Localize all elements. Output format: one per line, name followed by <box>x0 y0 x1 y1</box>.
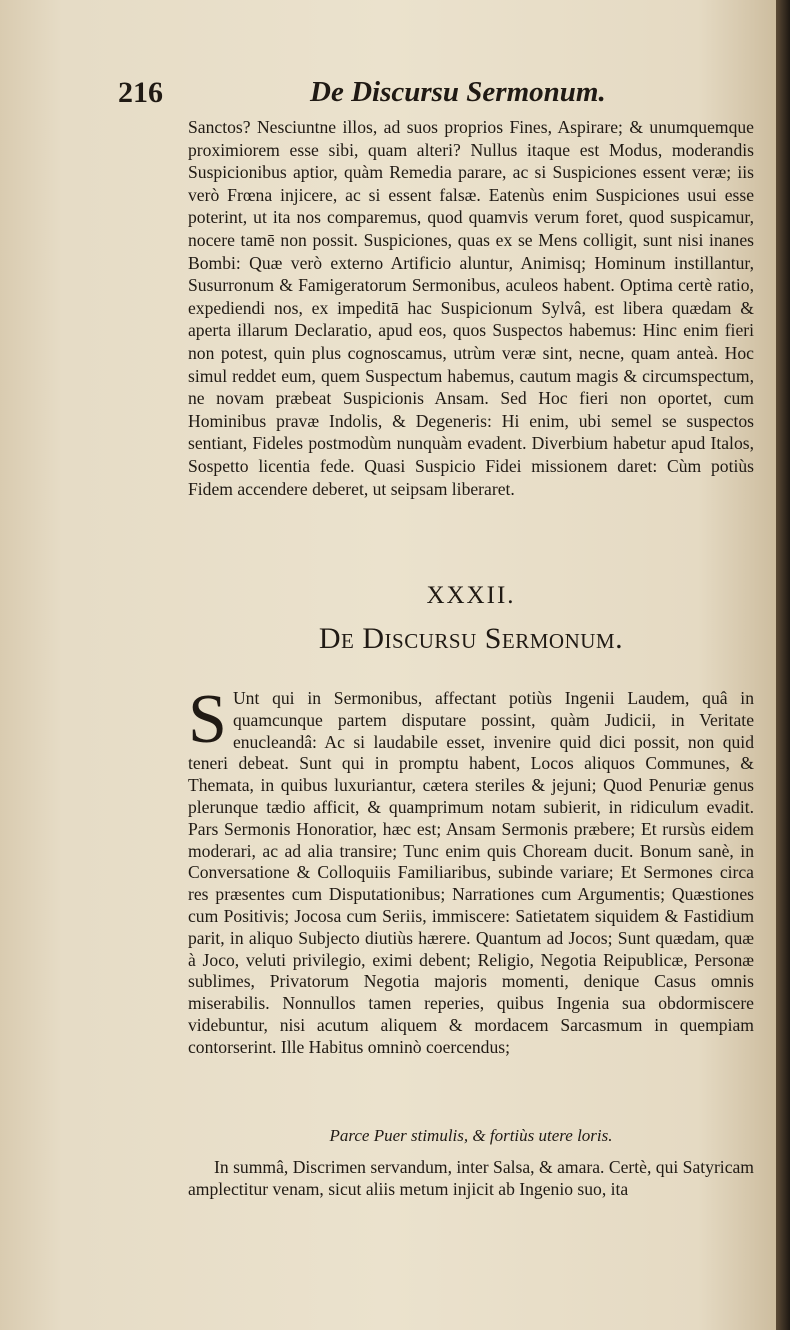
chapter-body <box>188 681 754 1059</box>
drop-cap: S <box>188 681 227 758</box>
page-header <box>118 76 768 116</box>
chapter-title: De Discursu Sermonum. <box>318 622 624 655</box>
paragraph <box>188 681 754 1059</box>
page-number: 216 <box>118 76 163 109</box>
paragraph: In summâ, Discrimen servandum, inter Salsa, & amara. Certè, qui Satyricam amplectitur venam, sicut aliis metum injicit ab Ingenio suo, ita <box>188 1157 754 1199</box>
closing-paragraph <box>188 1156 754 1200</box>
verse-quote: Parce Puer stimulis, & fortiùs utere loris. <box>329 1126 613 1145</box>
previous-section-text <box>188 116 754 500</box>
running-head: De Discursu Sermonum. <box>310 76 606 108</box>
paragraph-text: Unt qui in Sermonibus, affectant potiùs Ingenii Laudem, quâ in quamcunque partem disputare possint, quàm Judicii, in Veritate enucleandâ: Ac si laudabile esset, invenire quid dici possit, non quid teneri debeat. Sunt qui in promptu habent, Locos aliquos Communes, & Themata, in quibus luxuriantur, cætera steriles & jejuni; Quod Penuriæ genus plerunque tædio afficit, & quamprimum notam subierit, in ridiculum evadit. Pars Sermonis Honoratior, hæc est; Ansam Sermonis præbere; Et rursùs eidem moderari, ac ad alia transire; Tunc enim quis Choream ducit. Bonum sanè, in Conversatione & Colloquiis Familiaribus, subinde variare; Et Sermones circa res præsentes cum Disputationibus; Narrationes cum Argumentis; Quæstiones cum Positivis; Jocosa cum Seriis, immiscere: Satietatem siquidem & Fastidium parit, in aliquo Subjecto diutiùs hærere. Quantum ad Jocos; Sunt quædam, quæ à Joco, veluti privilegio, eximi debent; Religio, Negotia Reipublicæ, Personæ sublimes, Privatorum Negotia majoris momenti, denique Casus omnis miserabilis. Nonnullos tamen reperies, quibus Ingenia sua obdormiscere videbuntur, nisi acutum aliquem & mordacem Sarcasmum in quempiam contorserint. Ille Habitus omninò coercendus; <box>188 688 754 1057</box>
chapter-number: XXXII. <box>426 582 516 609</box>
book-edge <box>776 0 790 1330</box>
paragraph: Sanctos? Nesciuntne illos, ad suos proprios Fines, Aspirare; & unumquemque proximiorem esse sibi, quam alteri? Nullus itaque est Modus, moderandis Suspicionibus aptior, quàm Remedia parare, ac si Suspiciones essent veræ; iis verò Frœna injicere, ac si essent falsæ. Eatenùs enim Suspiciones usui esse poterint, ut ita nos comparemus, quod quamvis verum foret, quod suspicamur, nocere tamē non possit. Suspiciones, quas ex se Mens colligit, sunt nisi inanes Bombi: Quæ verò externo Artificio aluntur, Animisq; Hominum instillantur, Susurronum & Famigeratorum Sermonibus, aculeos habent. Optima certè ratio, expediendi nos, ex impeditā hac Suspicionum Sylvâ, est libera quædam & aperta illarum Declaratio, apud eos, quos Suspectos habemus: Hinc enim fieri non potest, quin plus cognoscamus, utrùm veræ sint, necne, quam anteà. Hoc simul reddet eum, quem Suspectum habemus, cautum magis & circumspectum, ne novam præbeat Suspicionis Ansam. Sed Hoc fieri non oportet, cum Hominibus pravæ Indolis, & Degeneris: Hi enim, ubi semel se suspectos sentiant, Fideles postmodùm nunquàm evadent. Diverbium habetur apud Italos, Sospetto licentia fede. Quasi Suspicio Fidei missionem daret: Cùm potiùs Fidem accendere deberet, ut seipsam liberaret. <box>188 117 754 499</box>
